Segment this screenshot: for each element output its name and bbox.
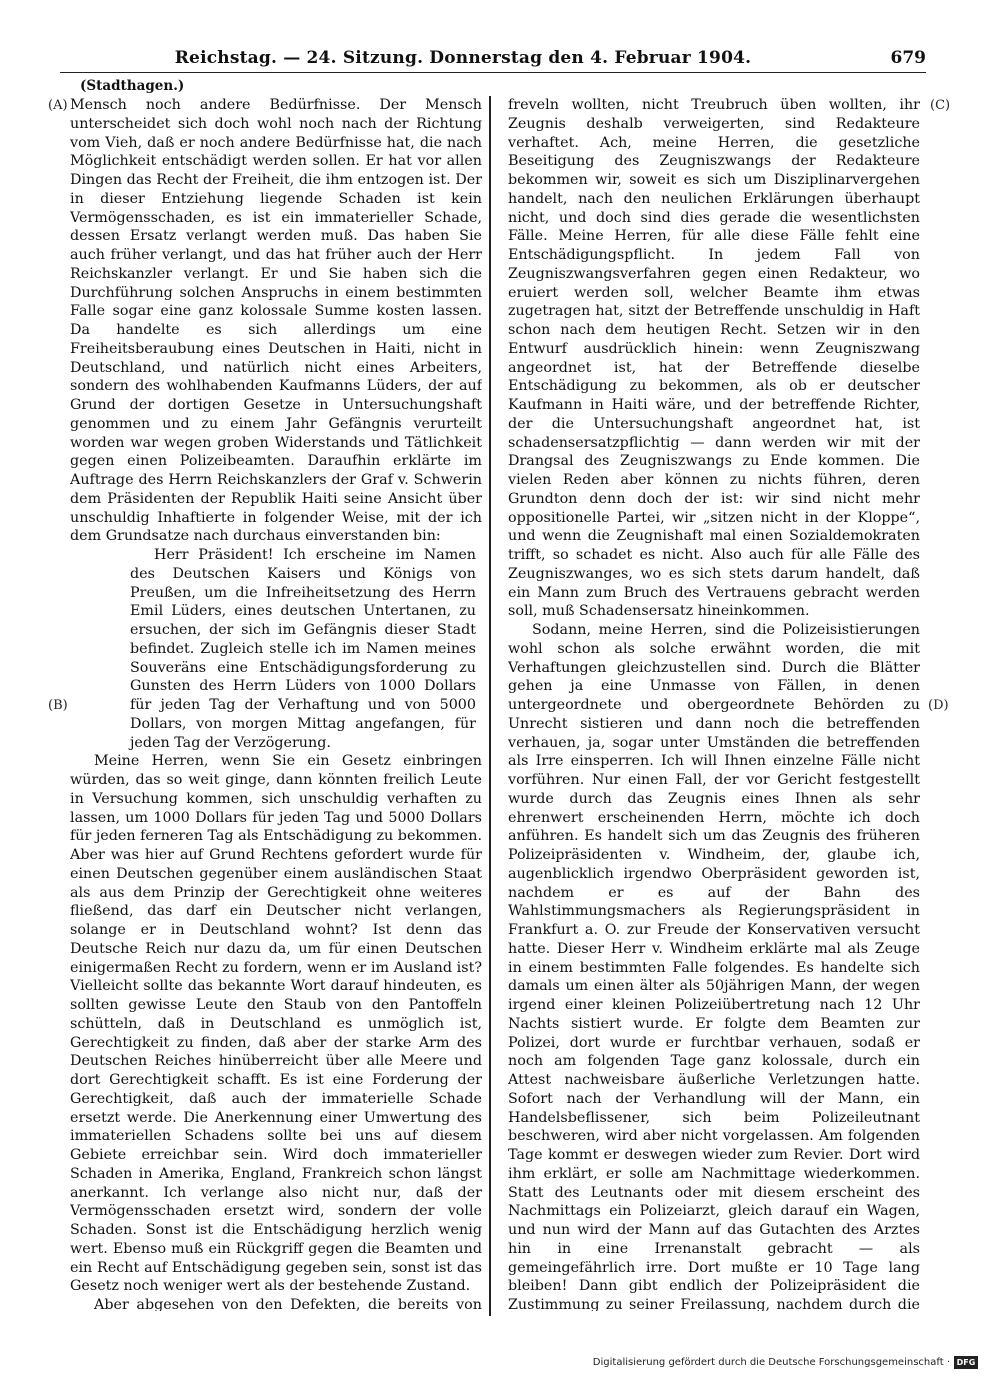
margin-marker-c: (C) — [930, 98, 951, 113]
footer-credit: Digitalisierung gefördert durch die Deutsche Forschungsgemeinschaft · — [592, 1357, 950, 1368]
running-title: Reichstag. — 24. Sitzung. Donnerstag den 4. Februar 1904. — [174, 48, 752, 68]
right-column — [508, 96, 920, 1311]
dfg-logo-icon: DFG — [954, 1356, 978, 1369]
speaker-name: (Stadthagen.) — [80, 78, 185, 94]
left-paragraph-3: Aber abgesehen von den Defekten, die bereits von — [94, 1297, 482, 1311]
left-paragraph-2: Meine Herren, wenn Sie ein Gesetz einbringen würden, das so weit ginge, dann könnten freilich Leute in Versuchung kommen, sich unschuldig verhaften zu lassen, um 1000 Dollars für jeden Tag und 5000 Dollars für jeden ferneren Tag als Entschädigung zu bekommen. Aber was hier auf Grund Rechtens gefordert wurde für einen Deutschen gegenüber einem ausländischen Staat als aus dem Prinzip der Gerechtigkeit ohne weiteres fließend, das darf ein Deutscher nicht verlangen, solange er in Deutschland wohnt? Ist denn das Deutsche Reich nur dazu da, um für einen Deutschen einigermaßen Recht zu fordern, wenn er im Ausland ist? Vielleicht sollte das bekannte Wort darauf hindeuten, es sollten gewisse Leute den Staub von den Pantoffeln schütteln, daß in Deutschland es unmöglich ist, Gerechtigkeit zu finden, daß aber der starke Arm des Deutschen Reiches hinüberreicht über alle Meere und dort Gerechtigkeit schafft. Es ist eine Forderung der Gerechtigkeit, daß auch der immaterielle Schade ersetzt werde. Die Anerkennung einer Umwertung des immateriellen Schadens sollte bei uns auf diesem Gebiete erreichbar sein. Wird doch immaterieller Schaden in Amerika, England, Frankreich schon längst anerkannt. Ich verlange also nicht nur, daß der Vermögensschaden ersetzt wird, sondern der volle Schaden. Sonst ist die Entschädigung herzlich wenig wert. Ebenso muß ein Rückgriff gegen die Beamten und ein Recht auf Entschädigung gegeben sein, sonst ist das Gesetz noch weniger wert als der bestehende Zustand. — [70, 753, 482, 1295]
left-paragraph-1: Mensch noch andere Bedürfnisse. Der Mensch unterscheidet sich doch wohl noch nach der Richtung vom Vieh, daß er noch andere Bedürfnisse hat, die nach Möglichkeit entschädigt werden sollen. Er hat vor allen Dingen das Recht der Freiheit, die ihm entzogen ist. Der in dieser Entziehung liegende Schaden ist kein Vermögensschaden, es ist ein immaterieller Schade, dessen Ersatz verlangt werden muß. Das haben Sie auch früher verlangt, und das hat früher auch der Herr Reichskanzler verlangt. Er und Sie haben sich die Durchführung solchen Anspruchs in einem bestimmten Falle sogar eine ganz kolossale Summe kosten lassen. Da handelte es sich allerdings um eine Freiheitsberaubung eines Deutschen in Haiti, nicht in Deutschland, und natürlich nicht eines Arbeiters, sondern des wohlhabenden Kaufmanns Lüders, der auf Grund der dortigen Gesetze in Untersuchungshaft genommen und zu einem Jahr Gefängnis verurteilt worden war wegen groben Widerstands und Tätlichkeit gegen einen Polizeibeamten. Daraufhin erklärte im Auftrage des Herrn Reichskanzlers der Graf v. Schwerin dem Präsidenten der Republik Haiti seine Ansicht über unschuldig Inhaftierte in folgender Weise, mit der ich dem Grundsatze nach durchaus einverstanden bin: — [70, 97, 482, 545]
page-number: 679 — [890, 48, 926, 68]
margin-marker-a: (A) — [48, 98, 68, 113]
left-column — [70, 96, 482, 1311]
column-divider — [489, 96, 491, 1316]
page-header — [60, 46, 926, 73]
digitization-footer — [593, 1356, 978, 1369]
margin-marker-d: (D) — [928, 698, 949, 713]
quoted-letter: Herr Präsident! Ich erscheine im Namen des Deutschen Kaisers und Königs von Preußen, um die Infreiheitsetzung des Herrn Emil Lüders, eines deutschen Untertanen, zu ersuchen, der sich im Gefängnis dieser Stadt befindet. Zugleich stelle ich im Namen meines Souveräns eine Entschädigungsforderung zu Gunsten des Herrn Lüders von 1000 Dollars für jeden Tag der Verhaftung und von 5000 Dollars, von morgen Mittag angefangen, für jeden Tag der Verzögerung. — [130, 547, 476, 751]
right-paragraph-1: freveln wollten, nicht Treubruch üben wollten, ihr Zeugnis deshalb verweigerten, sind Redakteure verhaftet. Ach, meine Herren, die gesetzliche Beseitigung des Zeugniszwangs der Redakteure bekommen wir, soweit es sich um Disziplinarvergehen handelt, nach den neulichen Erklärungen überhaupt nicht, und doch sind dies gerade die wesentlichsten Fälle. Meine Herren, für alle diese Fälle fehlt eine Entschädigungspflicht. In jedem Fall von Zeugniszwangsverfahren gegen einen Redakteur, wo eruiert werden soll, welcher Beamte ihm etwas zugetragen hat, sitzt der Betreffende unschuldig in Haft schon nach dem heutigen Recht. Setzen wir in den Entwurf ausdrücklich hinein: wenn Zeugniszwang angeordnet ist, hat der Betreffende dieselbe Entschädigung zu bekommen, als ob er deutscher Kaufmann in Haiti wäre, und der betreffende Richter, der die Untersuchungshaft angeordnet hat, ist schadensersatzpflichtig — dann werden wir mit der Drangsal des Zeugniszwangs zu Ende kommen. Die vielen Reden aber können zu nichts führen, deren Grundton denn doch der ist: wir sind nicht mehr oppositionelle Partei, wir „sitzen nicht in der Kloppe“, und wenn die Zeugnishaft mal einen Sozialdemokraten trifft, so schadet es nicht. Also auch für alle Fälle des Zeugniszwanges, wo es sich stets darum handelt, daß ein Mann zum Bruch des Vertrauens gebracht werden soll, muß Schadensersatz hineinkommen. — [508, 97, 920, 620]
right-paragraph-2: Sodann, meine Herren, sind die Polizeisistierungen wohl schon als solche erwähnt worden, die mit Verhaftungen gleichzustellen sind. Durch die Blätter gehen ja eine Unmasse von Fällen, in denen untergeordnete und obergeordnete Behörden zu Unrecht sistieren und dann noch die betreffenden verhauen, ja, sogar unter Umständen die betreffenden als Irre einsperren. Ich will Ihnen einzelne Fälle nicht vorführen. Nur einen Fall, der vor Gericht festgestellt wurde durch das Zeugnis eines Ihnen als sehr ehrenwert erscheinenden Herrn, möchte ich doch anführen. Es handelt sich um das Zeugnis des früheren Polizeipräsidenten v. Windheim, der, glaube ich, augenblicklich irgendwo Oberpräsident geworden ist, nachdem er es auf der Bahn des Wahlstimmungsmachers als Regierungspräsident in Frankfurt a. O. zur Freude der Konservativen versucht hatte. Dieser Herr v. Windheim erklärte mal als Zeuge in einem bestimmten Falle folgendes. Es handelte sich damals um einen älter als 50jährigen Mann, der wegen irgend einer kleinen Polizeiübertretung nach 12 Uhr Nachts sistiert wurde. Er folgte dem Beamten zur Polizei, dort wurde er furchtbar verhauen, sodaß er noch am folgenden Tage ganz kolossale, durch ein Attest nachweisbare äußerliche Verletzungen hatte. Sofort nach der Verhandlung will der Mann, ein Handelsbeflissener, sich beim Polizeileutnant beschweren, wird aber nicht vorgelassen. Am folgenden Tage kommt er deswegen wieder zum Revier. Dort wird ihm erklärt, er solle am Nachmittage wiederkommen. Statt des Leutnants oder mit diesem erscheint des Nachmittags ein Polizeiarzt, gleich darauf ein Wagen, und nun wird der Mann auf das Gutachten des Arztes hin in eine Irrenanstalt gebracht — als gemeingefährlich irre. Dort mußte er 10 Tage lang bleiben! Dann gibt endlich der Polizeipräsident die Zustimmung zu seiner Freilassung, nachdem durch die — [508, 622, 920, 1311]
margin-marker-b: (B) — [48, 698, 68, 713]
